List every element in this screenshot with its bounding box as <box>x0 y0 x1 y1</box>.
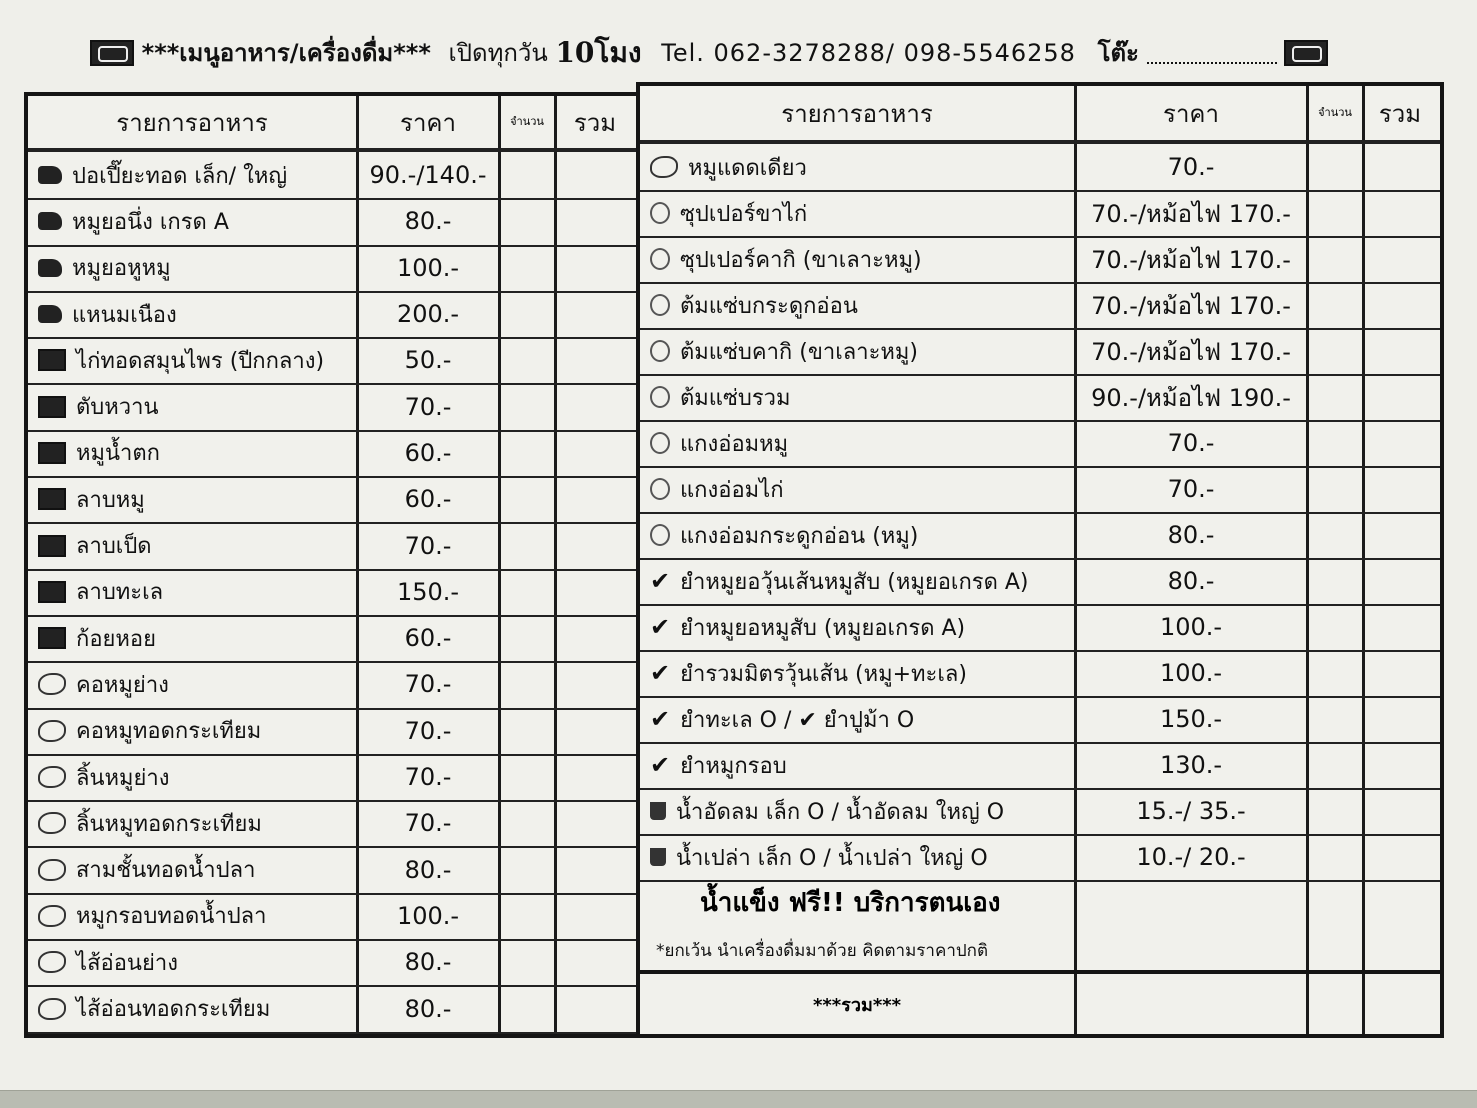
box-icon <box>38 581 66 603</box>
menu-item <box>28 245 366 291</box>
cup-icon <box>650 386 670 408</box>
menu-row <box>28 245 638 293</box>
menu-item-name: หมูยอหูหมู <box>72 256 171 282</box>
menu-item <box>28 430 366 476</box>
quantity-field[interactable] <box>500 754 552 800</box>
menu-item <box>640 374 1084 420</box>
menu-item-price: 80.- <box>404 948 452 977</box>
menu-item-price: 60.- <box>404 624 452 653</box>
glass-icon <box>650 848 666 866</box>
menu-row <box>28 198 638 246</box>
col-item-header-right: รายการอาหาร <box>781 99 933 128</box>
menu-item-price: 60.- <box>404 485 452 514</box>
line-total-field[interactable] <box>1364 788 1436 834</box>
quantity-field[interactable] <box>1308 650 1360 696</box>
menu-item <box>640 696 1084 742</box>
line-total-field[interactable] <box>1364 604 1436 650</box>
line-total-field[interactable] <box>1364 236 1436 282</box>
menu-item-price: 150.- <box>1159 705 1223 733</box>
menu-item <box>28 291 366 337</box>
box-icon <box>38 442 66 464</box>
quantity-field[interactable] <box>1308 328 1360 374</box>
open-time: 10โมง <box>555 36 642 69</box>
menu-item-name: แกงอ่อมหมู <box>680 431 789 457</box>
check-icon: ✔ <box>650 567 671 595</box>
menu-item <box>640 650 1084 696</box>
menu-item-name: แหนมเนือง <box>72 302 177 328</box>
menu-row <box>28 754 638 802</box>
menu-row <box>28 384 638 432</box>
menu-item-price: 70.- <box>404 531 452 560</box>
menu-row <box>640 696 1440 744</box>
check-icon: ✔ <box>650 613 671 641</box>
quantity-field[interactable] <box>500 985 552 1031</box>
quantity-field[interactable] <box>1308 236 1360 282</box>
quantity-field[interactable] <box>500 522 552 568</box>
menu-item <box>640 742 1084 788</box>
menu-item-price: 130.- <box>1159 751 1223 779</box>
line-total-field[interactable] <box>1364 742 1436 788</box>
menu-row <box>640 558 1440 606</box>
menu-item <box>640 604 1084 650</box>
line-total-field[interactable] <box>1364 650 1436 696</box>
line-total-field[interactable] <box>1364 512 1436 558</box>
menu-row <box>28 985 638 1033</box>
line-total-field[interactable] <box>556 522 634 568</box>
quantity-field[interactable] <box>500 847 552 893</box>
menu-item <box>640 420 1084 466</box>
quantity-field[interactable] <box>1308 144 1360 190</box>
menu-item-name: ลิ้นหมูย่าง <box>76 765 170 791</box>
menu-row <box>640 512 1440 560</box>
right-menu-table <box>636 82 1444 1038</box>
line-total-field[interactable] <box>556 893 634 939</box>
fish-icon <box>38 812 66 834</box>
quantity-field[interactable] <box>500 615 552 661</box>
line-total-field[interactable] <box>556 708 634 754</box>
menu-item-price: 70.- <box>404 670 452 699</box>
cup-icon <box>650 248 670 270</box>
menu-row <box>28 569 638 617</box>
menu-item-price: 90.-/140.- <box>369 161 487 190</box>
menu-item-name: หมูกรอบทอดน้ำปลา <box>76 904 267 930</box>
quantity-field[interactable] <box>500 245 552 291</box>
quantity-field[interactable] <box>500 569 552 615</box>
open-label: เปิดทุกวัน <box>448 39 548 67</box>
menu-item-name: น้ำเปล่า เล็ก O / น้ำเปล่า ใหญ่ O <box>676 845 988 871</box>
quantity-field[interactable] <box>1308 420 1360 466</box>
left-menu-table <box>24 92 642 1038</box>
menu-row <box>640 144 1440 192</box>
fish-icon <box>38 998 66 1020</box>
menu-item <box>28 985 366 1031</box>
table-number-field[interactable] <box>1147 42 1277 64</box>
quantity-field[interactable] <box>1308 788 1360 834</box>
menu-item <box>640 236 1084 282</box>
menu-row <box>28 661 638 709</box>
col-item-header: รายการอาหาร <box>116 108 268 137</box>
menu-item <box>28 893 366 939</box>
menu-item-price: 15.-/ 35.- <box>1136 797 1246 825</box>
line-total-field[interactable] <box>1364 282 1436 328</box>
line-total-field[interactable] <box>556 754 634 800</box>
menu-item-price: 80.- <box>1167 521 1215 549</box>
menu-item <box>28 754 366 800</box>
menu-row <box>640 788 1440 836</box>
menu-item-price: 80.- <box>404 855 452 884</box>
check-icon: ✔ <box>650 705 671 733</box>
menu-item-name: ยำรวมมิตรวุ้นเส้น (หมู+ทะเล) <box>680 661 967 687</box>
menu-row <box>640 650 1440 698</box>
quantity-field[interactable] <box>500 152 552 198</box>
menu-item-name: ต้มแซ่บกระดูกอ่อน <box>680 293 858 319</box>
line-total-field[interactable] <box>556 337 634 383</box>
menu-item <box>28 337 366 383</box>
quantity-field[interactable] <box>500 939 552 985</box>
fish-icon <box>38 951 66 973</box>
menu-row <box>640 374 1440 422</box>
menu-row <box>28 522 638 570</box>
col-price-header-right: ราคา <box>1163 99 1219 128</box>
line-total-field[interactable] <box>1364 374 1436 420</box>
menu-item <box>640 512 1084 558</box>
menu-item-name: คอหมูย่าง <box>76 672 169 698</box>
menu-row <box>28 893 638 941</box>
menu-item-price: 200.- <box>396 300 460 329</box>
menu-row <box>28 939 638 987</box>
menu-item-price: 90.-/หม้อไฟ 190.- <box>1091 383 1291 412</box>
line-total-field[interactable] <box>1364 558 1436 604</box>
menu-item-name: หมูยอนึ่ง เกรด A <box>72 209 229 235</box>
menu-item <box>28 569 366 615</box>
menu-row <box>640 742 1440 790</box>
line-total-field[interactable] <box>556 615 634 661</box>
fish-icon <box>38 673 66 695</box>
menu-item-price: 50.- <box>404 346 452 375</box>
menu-item-name: หมูน้ำตก <box>76 441 161 467</box>
menu-row <box>28 337 638 385</box>
line-total-field[interactable] <box>556 245 634 291</box>
menu-item-price: 70.-/หม้อไฟ 170.- <box>1091 245 1291 274</box>
logo-icon <box>90 40 134 66</box>
total-label: ***รวม*** <box>812 994 902 1016</box>
line-total-field[interactable] <box>1364 328 1436 374</box>
menu-row <box>28 800 638 848</box>
menu-title: ***เมนูอาหาร/เครื่องดื่ม*** <box>141 39 431 67</box>
col-qty-header-right: จำนวน <box>1318 106 1352 119</box>
quantity-field[interactable] <box>500 476 552 522</box>
line-total-field[interactable] <box>1364 144 1436 190</box>
line-total-field[interactable] <box>1364 420 1436 466</box>
menu-item-price: 100.- <box>396 253 460 282</box>
col-total-header-right: รวม <box>1378 99 1422 128</box>
left-table-header <box>28 96 638 152</box>
menu-item <box>28 800 366 846</box>
pig-icon <box>38 305 62 323</box>
menu-item <box>28 708 366 754</box>
fish-icon <box>38 859 66 881</box>
menu-item <box>640 190 1084 236</box>
menu-item-price: 70.-/หม้อไฟ 170.- <box>1091 199 1291 228</box>
quantity-field[interactable] <box>1308 604 1360 650</box>
menu-item-price: 70.- <box>1167 153 1215 181</box>
menu-row <box>640 420 1440 468</box>
quantity-field[interactable] <box>1308 558 1360 604</box>
line-total-field[interactable] <box>556 847 634 893</box>
quantity-field[interactable] <box>500 384 552 430</box>
ice-note-row <box>640 880 1440 966</box>
menu-row <box>640 328 1440 376</box>
menu-item <box>640 466 1084 512</box>
menu-item <box>640 282 1084 328</box>
quantity-field[interactable] <box>500 893 552 939</box>
menu-item-price: 70.-/หม้อไฟ 170.- <box>1091 291 1291 320</box>
quantity-field[interactable] <box>500 800 552 846</box>
ice-note: น้ำแข็ง ฟรี!! บริการตนเอง <box>700 888 1001 918</box>
quantity-field[interactable] <box>1308 374 1360 420</box>
check-icon: ✔ <box>650 659 671 687</box>
col-qty-header: จำนวน <box>510 115 544 128</box>
menu-row <box>640 282 1440 330</box>
menu-item-price: 80.- <box>404 207 452 236</box>
quantity-field[interactable] <box>1308 282 1360 328</box>
menu-item-name: น้ำอัดลม เล็ก O / น้ำอัดลม ใหญ่ O <box>676 799 1005 825</box>
cup-icon <box>650 340 670 362</box>
menu-item-name: ซุปเปอร์คากิ (ขาเลาะหมู) <box>680 247 922 273</box>
cup-icon <box>650 294 670 316</box>
menu-row <box>640 604 1440 652</box>
line-total-field[interactable] <box>1364 466 1436 512</box>
line-total-field[interactable] <box>1364 190 1436 236</box>
col-price-header: ราคา <box>400 108 456 137</box>
quantity-field[interactable] <box>500 708 552 754</box>
menu-item <box>28 661 366 707</box>
pig-icon <box>38 166 62 184</box>
quantity-field[interactable] <box>500 198 552 244</box>
box-icon <box>38 535 66 557</box>
menu-item-price: 60.- <box>404 438 452 467</box>
line-total-field[interactable] <box>556 291 634 337</box>
menu-item-name: แกงอ่อมกระดูกอ่อน (หมู) <box>680 523 919 549</box>
menu-item <box>28 476 366 522</box>
menu-item <box>640 834 1084 880</box>
quantity-field[interactable] <box>1308 512 1360 558</box>
total-row <box>640 970 1440 1034</box>
menu-item <box>640 558 1084 604</box>
line-total-field[interactable] <box>556 198 634 244</box>
drink-note: *ยกเว้น นำเครื่องดื่มมาด้วย คิดตามราคาปกติ <box>656 941 988 961</box>
menu-item-price: 150.- <box>396 577 460 606</box>
line-total-field[interactable] <box>1364 696 1436 742</box>
menu-row <box>28 291 638 339</box>
menu-item-price: 80.- <box>1167 567 1215 595</box>
fish-icon <box>650 156 678 178</box>
menu-item-price: 70.- <box>404 716 452 745</box>
menu-row <box>28 152 638 200</box>
menu-item-name: ก้อยหอย <box>76 626 157 652</box>
box-icon <box>38 396 66 418</box>
menu-header <box>90 34 1380 70</box>
fish-icon <box>38 905 66 927</box>
menu-item-name: ตับหวาน <box>76 395 159 421</box>
menu-item <box>28 615 366 661</box>
pig-icon <box>38 212 62 230</box>
menu-item <box>640 328 1084 374</box>
menu-item-name: ต้มแซ่บคากิ (ขาเลาะหมู) <box>680 339 918 365</box>
line-total-field[interactable] <box>556 800 634 846</box>
line-total-field[interactable] <box>556 569 634 615</box>
menu-item-name: ปอเปี๊ยะทอด เล็ก/ ใหญ่ <box>72 163 288 189</box>
cup-icon <box>650 202 670 224</box>
glass-icon <box>650 802 666 820</box>
quantity-field[interactable] <box>500 337 552 383</box>
menu-item-name: ลาบหมู <box>76 487 145 513</box>
menu-item <box>640 788 1084 834</box>
box-icon <box>38 488 66 510</box>
quantity-field[interactable] <box>1308 742 1360 788</box>
logo-icon-right <box>1284 40 1328 66</box>
quantity-field[interactable] <box>500 430 552 476</box>
quantity-field[interactable] <box>500 661 552 707</box>
menu-item <box>28 198 366 244</box>
menu-row <box>640 466 1440 514</box>
menu-item-price: 70.- <box>1167 475 1215 503</box>
box-icon <box>38 349 66 371</box>
table-label: โต๊ะ <box>1097 39 1139 67</box>
menu-item-name: ลิ้นหมูทอดกระเทียม <box>76 811 262 837</box>
fish-icon <box>38 766 66 788</box>
menu-item-price: 70.- <box>404 809 452 838</box>
quantity-field[interactable] <box>1308 190 1360 236</box>
menu-item-name: สามชั้นทอดน้ำปลา <box>76 858 256 884</box>
menu-item-name: ยำหมูยอวุ้นเส้นหมูสับ (หมูยอเกรด A) <box>680 569 1029 595</box>
menu-item <box>28 384 366 430</box>
quantity-field[interactable] <box>1308 834 1360 880</box>
menu-row <box>28 615 638 663</box>
menu-item-name: ลาบเป็ด <box>76 534 152 560</box>
quantity-field[interactable] <box>500 291 552 337</box>
menu-item-name: ไก่ทอดสมุนไพร (ปีกกลาง) <box>76 348 325 374</box>
pig-icon <box>38 259 62 277</box>
menu-item <box>640 144 1084 190</box>
menu-item-price: 80.- <box>404 994 452 1023</box>
line-total-field[interactable] <box>556 939 634 985</box>
right-table-header <box>640 86 1440 144</box>
menu-item-name: ไส้อ่อนย่าง <box>76 950 178 976</box>
menu-item-name: ลาบทะเล <box>76 580 164 606</box>
menu-item-name: ต้มแซ่บรวม <box>680 385 791 411</box>
line-total-field[interactable] <box>556 476 634 522</box>
quantity-field[interactable] <box>1308 466 1360 512</box>
menu-item <box>28 522 366 568</box>
menu-item <box>28 939 366 985</box>
line-total-field[interactable] <box>1364 834 1436 880</box>
menu-item-price: 70.- <box>404 392 452 421</box>
menu-item-price: 70.- <box>1167 429 1215 457</box>
cup-icon <box>650 478 670 500</box>
telephone: Tel. 062-3278288/ 098-5546258 <box>661 39 1076 67</box>
menu-item-name: คอหมูทอดกระเทียม <box>76 719 262 745</box>
menu-row <box>28 708 638 756</box>
menu-row <box>28 476 638 524</box>
menu-item <box>28 152 366 198</box>
menu-item-name: หมูแดดเดียว <box>688 155 807 181</box>
line-total-field[interactable] <box>556 430 634 476</box>
menu-item-price: 70.- <box>404 763 452 792</box>
menu-row <box>28 430 638 478</box>
line-total-field[interactable] <box>556 384 634 430</box>
grand-total-field[interactable] <box>1076 974 1434 1034</box>
quantity-field[interactable] <box>1308 696 1360 742</box>
menu-row <box>28 847 638 895</box>
menu-row <box>640 236 1440 284</box>
col-total-header: รวม <box>573 108 617 137</box>
menu-item-price: 10.-/ 20.- <box>1136 843 1246 871</box>
line-total-field[interactable] <box>556 152 634 198</box>
menu-item-price: 70.-/หม้อไฟ 170.- <box>1091 337 1291 366</box>
menu-item-price: 100.- <box>396 901 460 930</box>
cup-icon <box>650 432 670 454</box>
menu-item-name: แกงอ่อมไก่ <box>680 477 784 503</box>
menu-item-price: 100.- <box>1159 613 1223 641</box>
fish-icon <box>38 720 66 742</box>
line-total-field[interactable] <box>556 661 634 707</box>
menu-item-name: ยำทะเล O / ✔ ยำปูม้า O <box>680 707 915 733</box>
menu-row <box>640 190 1440 238</box>
menu-item-name: ไส้อ่อนทอดกระเทียม <box>76 997 271 1023</box>
menu-item <box>28 847 366 893</box>
line-total-field[interactable] <box>556 985 634 1031</box>
menu-item-price: 100.- <box>1159 659 1223 687</box>
menu-row <box>640 834 1440 882</box>
check-icon: ✔ <box>650 751 671 779</box>
menu-item-name: ยำหมูยอหมูสับ (หมูยอเกรด A) <box>680 615 966 641</box>
box-icon <box>38 627 66 649</box>
cup-icon <box>650 524 670 546</box>
menu-item-name: ซุปเปอร์ขาไก่ <box>680 201 808 227</box>
menu-item-name: ยำหมูกรอบ <box>680 753 787 779</box>
